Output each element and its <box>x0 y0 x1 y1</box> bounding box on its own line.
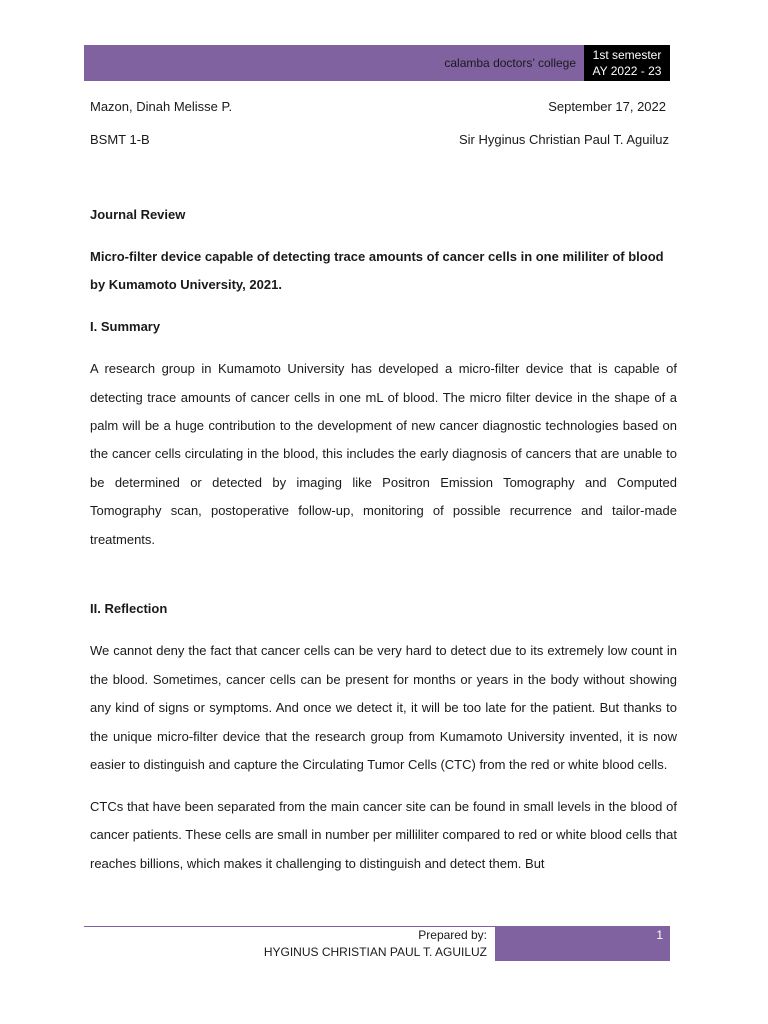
semester-box <box>584 45 670 81</box>
academic-year: AY 2022 - 23 <box>592 64 662 78</box>
reflection-heading: II. Reflection <box>90 601 168 617</box>
document-type: Journal Review <box>90 207 186 222</box>
reflection-paragraph-2: CTCs that have been separated from the main cancer site can be found in small levels in the blood of cancer patients. These cells are small in number per milliliter compared to red or white blood cells that reaches billions, which makes it challenging to distinguish and detect them. But <box>90 798 677 871</box>
student-name: Mazon, Dinah Melisse P. <box>90 99 233 114</box>
header-bar <box>84 45 584 81</box>
article-title-line2: by Kumamoto University, 2021. <box>90 277 282 293</box>
semester-label: 1st semester <box>592 48 662 62</box>
page-number: 1 <box>656 928 663 942</box>
instructor-name: Sir Hyginus Christian Paul T. Aguiluz <box>458 132 669 147</box>
footer-prepared-by <box>264 927 487 961</box>
summary-heading: I. Summary <box>90 319 161 335</box>
section-spacer <box>90 567 677 595</box>
preparer-name: HYGINUS CHRISTIAN PAUL T. AGUILUZ <box>263 945 487 959</box>
prepared-label: Prepared by: <box>418 928 487 942</box>
section-label: BSMT 1-B <box>90 132 150 147</box>
article-title <box>90 243 677 300</box>
document-date: September 17, 2022 <box>548 99 666 114</box>
college-name: calamba doctors’ college <box>444 56 576 70</box>
footer-box <box>495 926 670 961</box>
summary-paragraph: A research group in Kumamoto University has developed a micro-filter device that is capable of detecting trace amounts of cancer cells in one mL of blood. The micro filter device in the shape of a palm will be a huge contribution to the development of new cancer diagnostic technologies based on the cancer cells circulating in the blood, this includes the early diagnosis of cancers that are unable to be determined or detected by imaging like Positron Emission Tomography and Computed Tomography scan, postoperative follow-up, monitoring of possible recurrence and tailor-made treatments. <box>90 361 677 547</box>
reflection-paragraph-1: We cannot deny the fact that cancer cells can be very hard to detect due to its extremely low count in the blood. Sometimes, cancer cells can be present for months or years in the body without showing any kind of signs or symptoms. And once we detect it, it will be too late for the patient. But thanks to the unique micro-filter device that the research group from Kumamoto University invented, it is now easier to distinguish and capture the Circulating Tumor Cells (CTC) from the red or white blood cells. <box>90 643 677 772</box>
article-title-line1: Micro-filter device capable of detecting trace amounts of cancer cells in one mililiter of blood <box>90 248 664 264</box>
document-body <box>90 201 677 892</box>
